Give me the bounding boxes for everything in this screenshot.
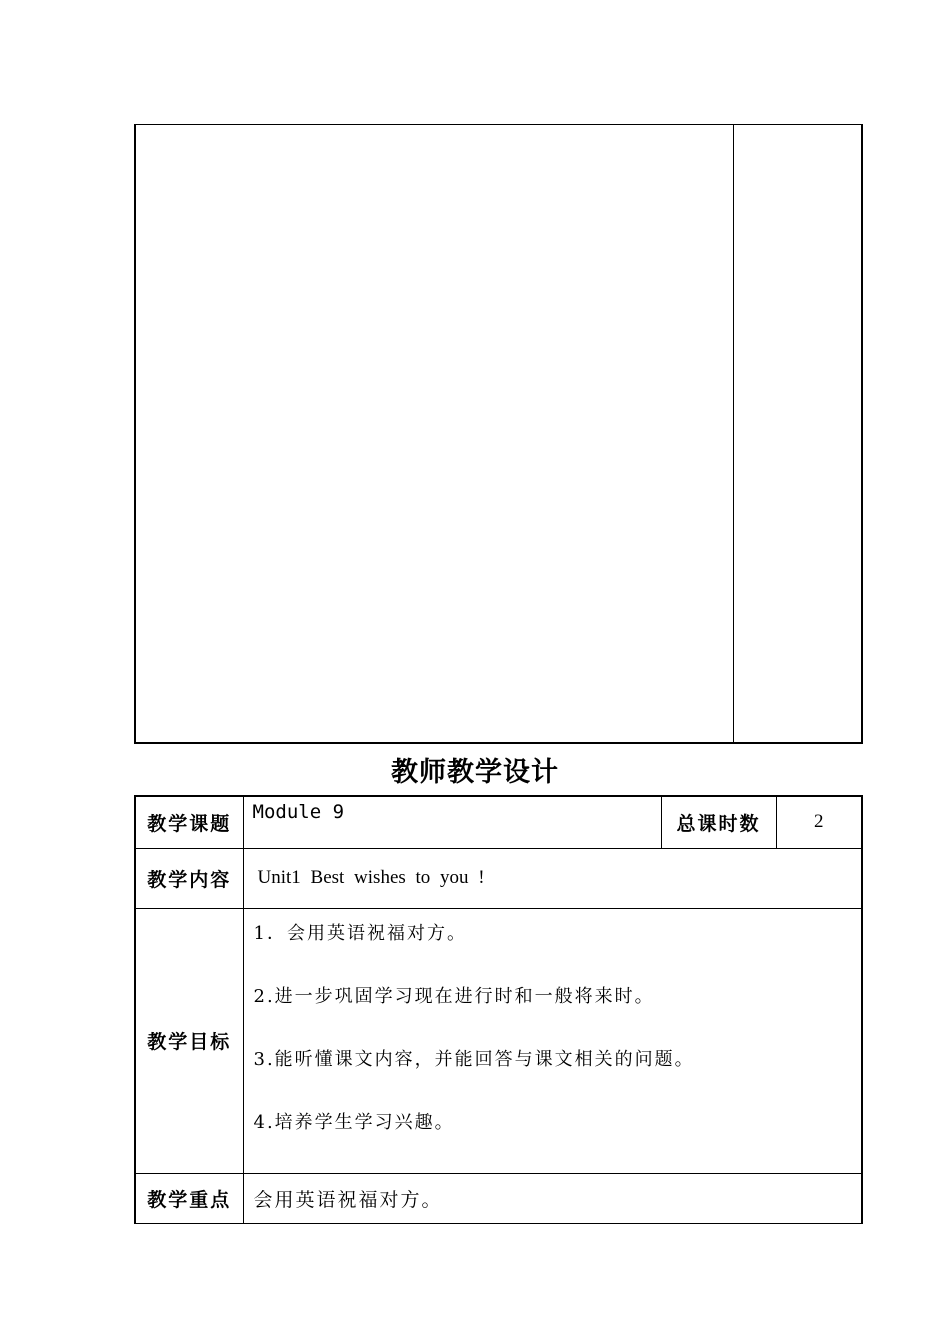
teaching-goals-label: 教学目标 <box>135 908 243 1173</box>
teaching-focus-label: 教学重点 <box>135 1173 243 1223</box>
lesson-topic-label: 教学课题 <box>135 796 243 848</box>
teaching-focus-value: 会用英语祝福对方。 <box>243 1173 862 1223</box>
previous-table-main-cell <box>135 125 734 744</box>
teaching-design-table <box>134 795 863 1224</box>
previous-table-side-cell <box>734 125 863 744</box>
previous-page-table <box>134 124 863 744</box>
teaching-goals-row <box>135 908 862 1173</box>
teaching-content-value: Unit1 Best wishes to you ! <box>243 848 862 908</box>
goal-item: 1．会用英语祝福对方。 <box>253 922 467 944</box>
teaching-goals-list <box>243 908 862 1173</box>
goal-item: 2.进一步巩固学习现在进行时和一般将来时。 <box>253 985 655 1007</box>
lesson-topic-row <box>135 796 862 848</box>
teaching-content-row <box>135 848 862 908</box>
total-hours-label: 总课时数 <box>661 796 776 848</box>
teaching-focus-row <box>135 1173 862 1223</box>
goal-item: 3.能听懂课文内容，并能回答与课文相关的问题。 <box>253 1048 695 1070</box>
teaching-content-label: 教学内容 <box>135 848 243 908</box>
total-hours-value: 2 <box>776 796 862 848</box>
document-title: 教师教学设计 <box>391 757 559 788</box>
goal-item: 4.培养学生学习兴趣。 <box>253 1111 455 1133</box>
lesson-topic-value: Module 9 <box>243 796 661 848</box>
